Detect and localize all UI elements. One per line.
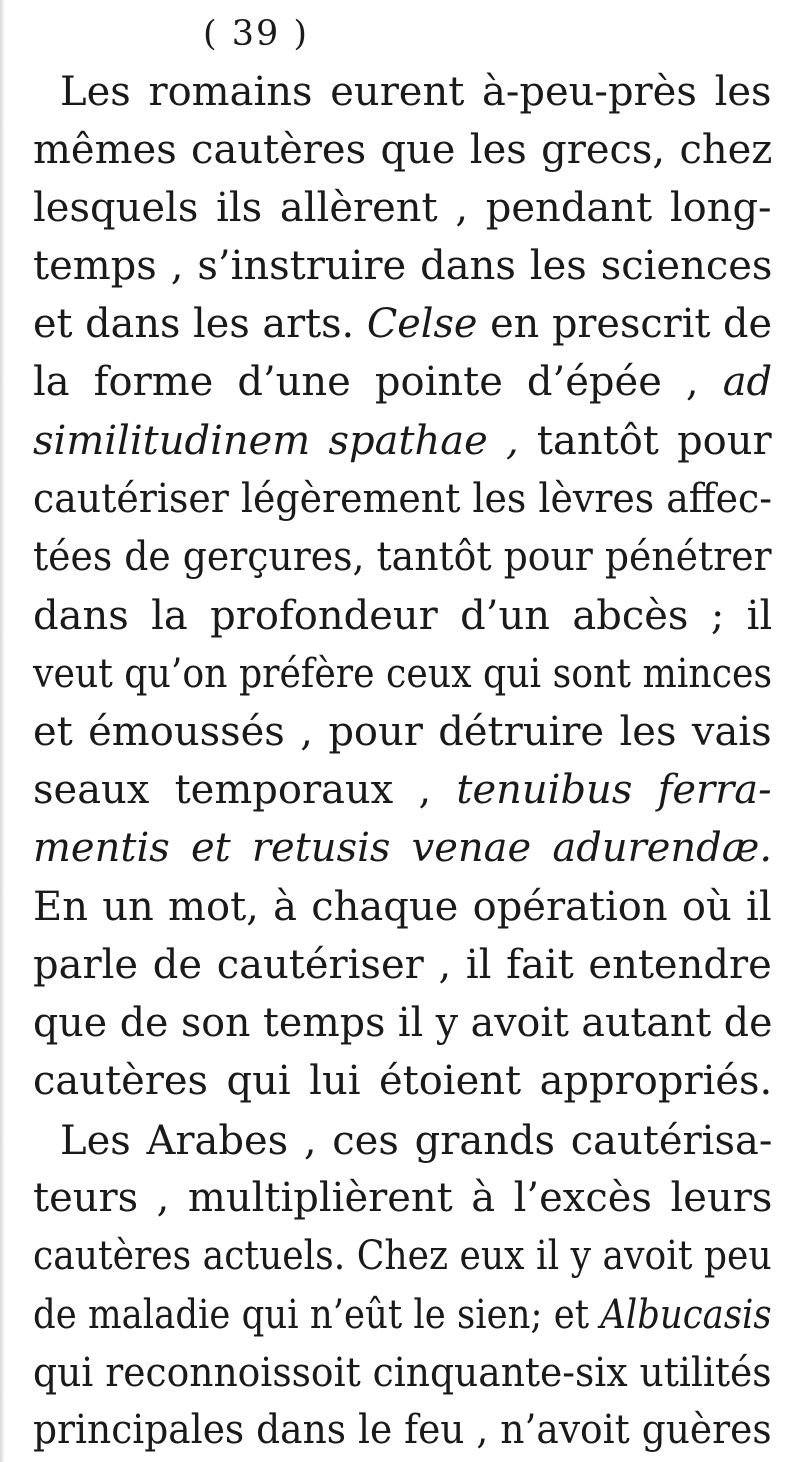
text-run: qui reconnoissoit cinquante-six utilités xyxy=(33,1350,772,1396)
text-line xyxy=(33,294,772,354)
text-line xyxy=(33,586,772,646)
text-line xyxy=(33,877,772,937)
text-line xyxy=(33,1226,772,1286)
text-line xyxy=(33,644,772,704)
text-run: parle de cautériser , il fait entendre xyxy=(33,942,772,988)
text-line xyxy=(33,236,772,296)
text-run: principales dans le feu , n’avoit guères xyxy=(33,1407,772,1453)
text-line xyxy=(33,818,772,878)
text-run: et émoussés , pour détruire les vais xyxy=(33,709,772,755)
text-line xyxy=(33,120,772,180)
text-run: cautères qui lui étoient appropriés. xyxy=(33,1058,773,1104)
italic-text: similitudinem spathae , xyxy=(33,418,519,464)
text-line xyxy=(33,1400,772,1460)
text-line xyxy=(33,1051,772,1111)
italic-text: Celse xyxy=(366,301,478,347)
text-run: lesquels ils allèrent , pendant long- xyxy=(33,185,772,231)
text-line xyxy=(33,1285,772,1345)
text-line xyxy=(33,993,772,1053)
page-number: ( 39 ) xyxy=(202,14,310,54)
text-run: temps , s’instruire dans les sciences xyxy=(33,243,773,289)
text-line xyxy=(33,527,772,587)
italic-text: Albucasis xyxy=(600,1292,772,1338)
text-line xyxy=(33,760,772,820)
text-run: Les Arabes , ces grands cautérisa- xyxy=(60,1118,773,1164)
text-line xyxy=(60,62,772,122)
text-run: que de son temps il y avoit autant de xyxy=(33,1000,773,1046)
text-run: seaux temporaux , xyxy=(33,767,457,813)
text-run: cautères actuels. Chez eux il y avoit peu xyxy=(33,1233,772,1279)
text-run: dans la profondeur d’un abcès ; il xyxy=(33,593,773,639)
text-line xyxy=(33,702,772,762)
text-line xyxy=(33,1343,772,1403)
text-line xyxy=(60,1111,772,1171)
text-run: Les romains eurent à-peu-près les xyxy=(60,69,772,115)
text-line xyxy=(33,935,772,995)
text-run: tées de gerçures, tantôt pour pénétrer xyxy=(33,534,772,580)
italic-text: tenuibus ferra- xyxy=(456,767,772,813)
text-run: tantôt pour xyxy=(518,418,772,464)
text-run: et dans les arts. xyxy=(33,301,367,347)
italic-text: ad xyxy=(722,359,773,405)
text-run: en prescrit de xyxy=(477,301,773,347)
text-run: mêmes cautères que les grecs, chez xyxy=(33,127,773,173)
text-line xyxy=(33,469,772,529)
text-run: cautériser légèrement les lèvres affec- xyxy=(33,476,773,522)
text-run: teurs , multiplièrent à l’excès leurs xyxy=(33,1175,773,1221)
text-run: la forme d’une pointe d’épée , xyxy=(33,359,723,405)
text-line xyxy=(33,352,772,412)
text-run: de maladie qui n’eût le sien; et xyxy=(33,1292,601,1338)
italic-text: mentis et retusis venae adurendæ. xyxy=(33,825,773,871)
text-line xyxy=(33,1168,772,1228)
text-line xyxy=(33,178,772,238)
text-run: veut qu’on préfère ceux qui sont minces xyxy=(33,651,773,697)
text-run: En un mot, à chaque opération où il xyxy=(33,884,772,930)
text-line xyxy=(33,411,772,471)
